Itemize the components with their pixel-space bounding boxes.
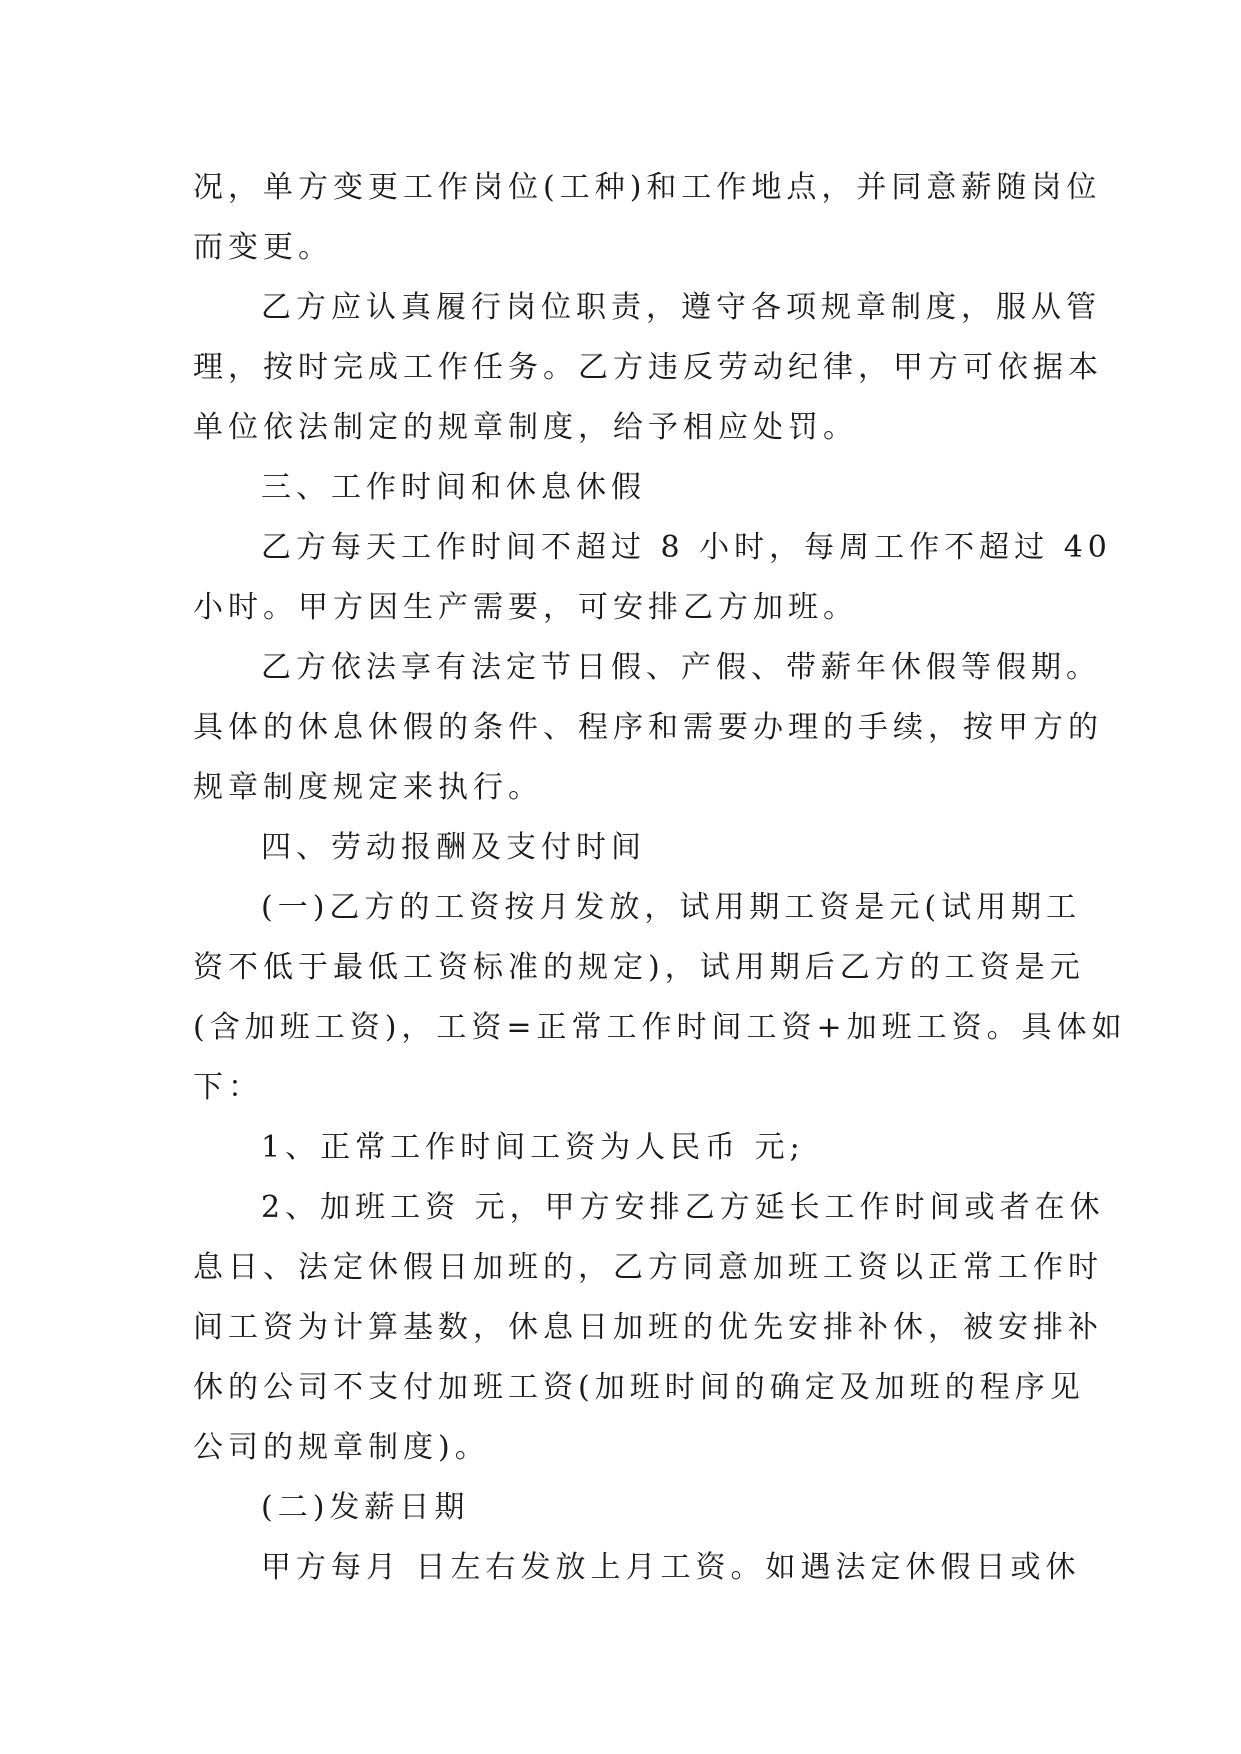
- text-line: 公司的规章制度)。: [193, 1430, 490, 1465]
- text-line: 具体的休息休假的条件、程序和需要办理的手续，按甲方的: [193, 710, 1103, 745]
- text-line: 间工资为计算基数，休息日加班的优先安排补休，被安排补: [193, 1310, 1103, 1345]
- text-line: 理，按时完成工作任务。乙方违反劳动纪律，甲方可依据本: [193, 350, 1103, 385]
- text-line: 乙方依法享有法定节日假、产假、带薪年休假等假期。: [261, 650, 1101, 685]
- text-line: 乙方每天工作时间不超过 8 小时，每周工作不超过 40: [261, 530, 1112, 565]
- text-line: 甲方每月 日左右发放上月工资。如遇法定休假日或休: [261, 1550, 1081, 1585]
- section-heading: 三、工作时间和休息休假: [261, 470, 646, 505]
- text-line: 休的公司不支付加班工资(加班时间的确定及加班的程序见: [193, 1370, 1085, 1405]
- text-line: 况，单方变更工作岗位(工种)和工作地点，并同意薪随岗位: [193, 170, 1102, 205]
- text-line: 规章制度规定来执行。: [193, 770, 543, 805]
- text-line: 息日、法定休假日加班的，乙方同意加班工资以正常工作时: [193, 1250, 1103, 1285]
- text-line: 资不低于最低工资标准的规定)，试用期后乙方的工资是元: [193, 950, 1085, 985]
- text-line: 小时。甲方因生产需要，可安排乙方加班。: [193, 590, 858, 625]
- subsection-heading: (二)发薪日期: [261, 1490, 470, 1525]
- text-line: 单位依法制定的规章制度，给予相应处罚。: [193, 410, 858, 445]
- list-item: 1、正常工作时间工资为人民币 元;: [261, 1130, 805, 1165]
- section-heading: 四、劳动报酬及支付时间: [261, 830, 646, 865]
- text-line: 而变更。: [193, 230, 333, 265]
- list-item: 2、加班工资 元，甲方安排乙方延长工作时间或者在休: [261, 1190, 1105, 1225]
- text-line: 下：: [193, 1070, 263, 1105]
- text-line: 乙方应认真履行岗位职责，遵守各项规章制度，服从管: [261, 290, 1101, 325]
- text-line: (含加班工资)，工资=正常工作时间工资+加班工资。具体如: [193, 1010, 1127, 1045]
- text-line: (一)乙方的工资按月发放，试用期工资是元(试用期工: [261, 890, 1082, 925]
- document-page: [193, 158, 1127, 1598]
